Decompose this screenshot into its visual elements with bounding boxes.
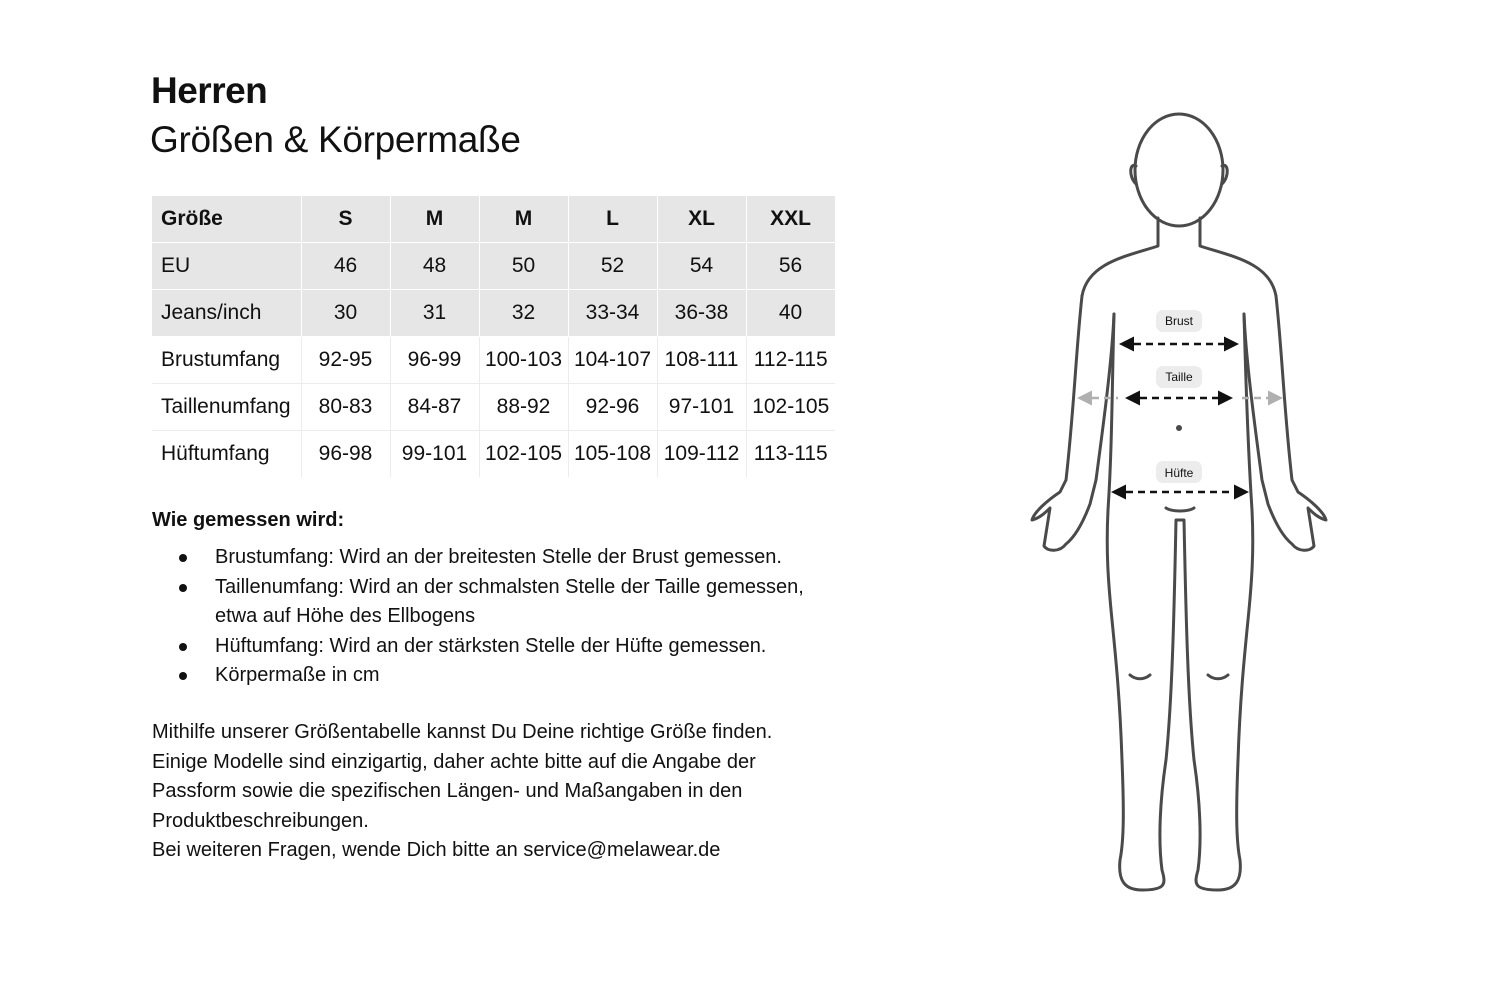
table-cell: 48 [390, 243, 479, 290]
info-line: Einige Modelle sind einzigartig, daher achte bitte auf die Angabe der [152, 750, 756, 773]
table-cell: 54 [657, 243, 746, 290]
table-cell: 88-92 [479, 384, 568, 431]
groin-mark [1166, 508, 1194, 511]
table-cell: 36-38 [657, 290, 746, 337]
head-outline [1135, 114, 1223, 226]
list-item-text: Hüftumfang: Wird an der stärksten Stelle der Hüfte gemessen. [215, 634, 767, 657]
table-cell: 102-105 [746, 384, 835, 431]
list-item-text: Körpermaße in cm [215, 664, 380, 686]
table-cell: 99-101 [390, 431, 479, 478]
header-cell: S [301, 196, 390, 243]
header-cell: Größe [152, 196, 301, 243]
table-row [152, 431, 835, 478]
how-to-list [152, 543, 842, 691]
page-title: Herren [151, 70, 268, 111]
table-cell: 84-87 [390, 384, 479, 431]
table-cell: 104-107 [568, 337, 657, 384]
list-item-text: Taillenumfang: Wird an der schmalsten Stelle der Taille gemessen, etwa auf Höhe des Ellbogens [215, 575, 804, 627]
table-cell: 50 [479, 243, 568, 290]
row-label: Hüftumfang [152, 431, 301, 478]
hip-label: Hüfte [1164, 466, 1194, 480]
table-cell: 105-108 [568, 431, 657, 478]
right-arm-outline [1244, 296, 1326, 550]
table-cell: 97-101 [657, 384, 746, 431]
how-to-heading: Wie gemessen wird: [152, 509, 345, 531]
table-cell: 40 [746, 290, 835, 337]
list-item-text: Brustumfang: Wird an der breitesten Stelle der Brust gemessen. [215, 546, 782, 568]
table-cell: 96-99 [390, 337, 479, 384]
table-cell: 96-98 [301, 431, 390, 478]
knee-marks [1130, 675, 1228, 679]
table-row [152, 290, 835, 337]
left-arm-outline [1032, 296, 1114, 550]
neck-outline [1082, 218, 1276, 296]
navel-dot [1176, 425, 1182, 431]
chest-label: Brust [1164, 314, 1194, 328]
body-outline-icon [1020, 100, 1340, 900]
header-cell: M [390, 196, 479, 243]
table-cell: 30 [301, 290, 390, 337]
header-cell: XXL [746, 196, 835, 243]
info-line: Produktbeschreibungen. [152, 809, 369, 832]
table-cell: 32 [479, 290, 568, 337]
table-cell: 46 [301, 243, 390, 290]
header-cell: M [479, 196, 568, 243]
info-paragraph [152, 718, 832, 866]
table-cell: 92-95 [301, 337, 390, 384]
table-cell: 100-103 [479, 337, 568, 384]
table-cell: 113-115 [753, 442, 828, 465]
list-item [152, 573, 842, 632]
table-row [152, 384, 835, 431]
table-cell: 92-96 [568, 384, 657, 431]
table-row [152, 243, 835, 290]
row-label: Taillenumfang [152, 384, 301, 431]
table-cell: 56 [746, 243, 835, 290]
row-label: EU [152, 243, 301, 290]
info-line: Bei weiteren Fragen, wende Dich bitte an service@melawear.de [152, 839, 721, 861]
table-cell: 102-105 [479, 431, 568, 478]
table-cell: 33-34 [568, 290, 657, 337]
header-cell: L [568, 196, 657, 243]
table-cell: 80-83 [301, 384, 390, 431]
table-cell: 52 [568, 243, 657, 290]
table-header-row [152, 196, 835, 243]
table-cell: 31 [390, 290, 479, 337]
info-line: Mithilfe unserer Größentabelle kannst Du Deine richtige Größe finden. [152, 721, 773, 743]
table-row [152, 337, 835, 384]
table-cell: 109-112 [657, 431, 746, 478]
bullet-icon [179, 672, 187, 680]
list-item [152, 543, 842, 573]
waist-label: Taille [1165, 370, 1193, 384]
bullet-icon [179, 643, 187, 651]
list-item [152, 632, 842, 662]
list-item [152, 661, 842, 691]
header-cell: XL [657, 196, 746, 243]
size-table [152, 196, 836, 477]
bullet-icon [179, 584, 187, 592]
page-subtitle: Größen & Körpermaße [150, 119, 521, 160]
body-outline [1107, 314, 1253, 890]
row-label: Brustumfang [152, 337, 301, 384]
info-line: Passform sowie die spezifischen Längen- und Maßangaben in den [152, 780, 743, 802]
bullet-icon [179, 554, 187, 562]
table-cell: 112-115 [746, 337, 835, 384]
row-label: Jeans/inch [152, 290, 301, 337]
table-cell: 108-111 [657, 337, 746, 384]
